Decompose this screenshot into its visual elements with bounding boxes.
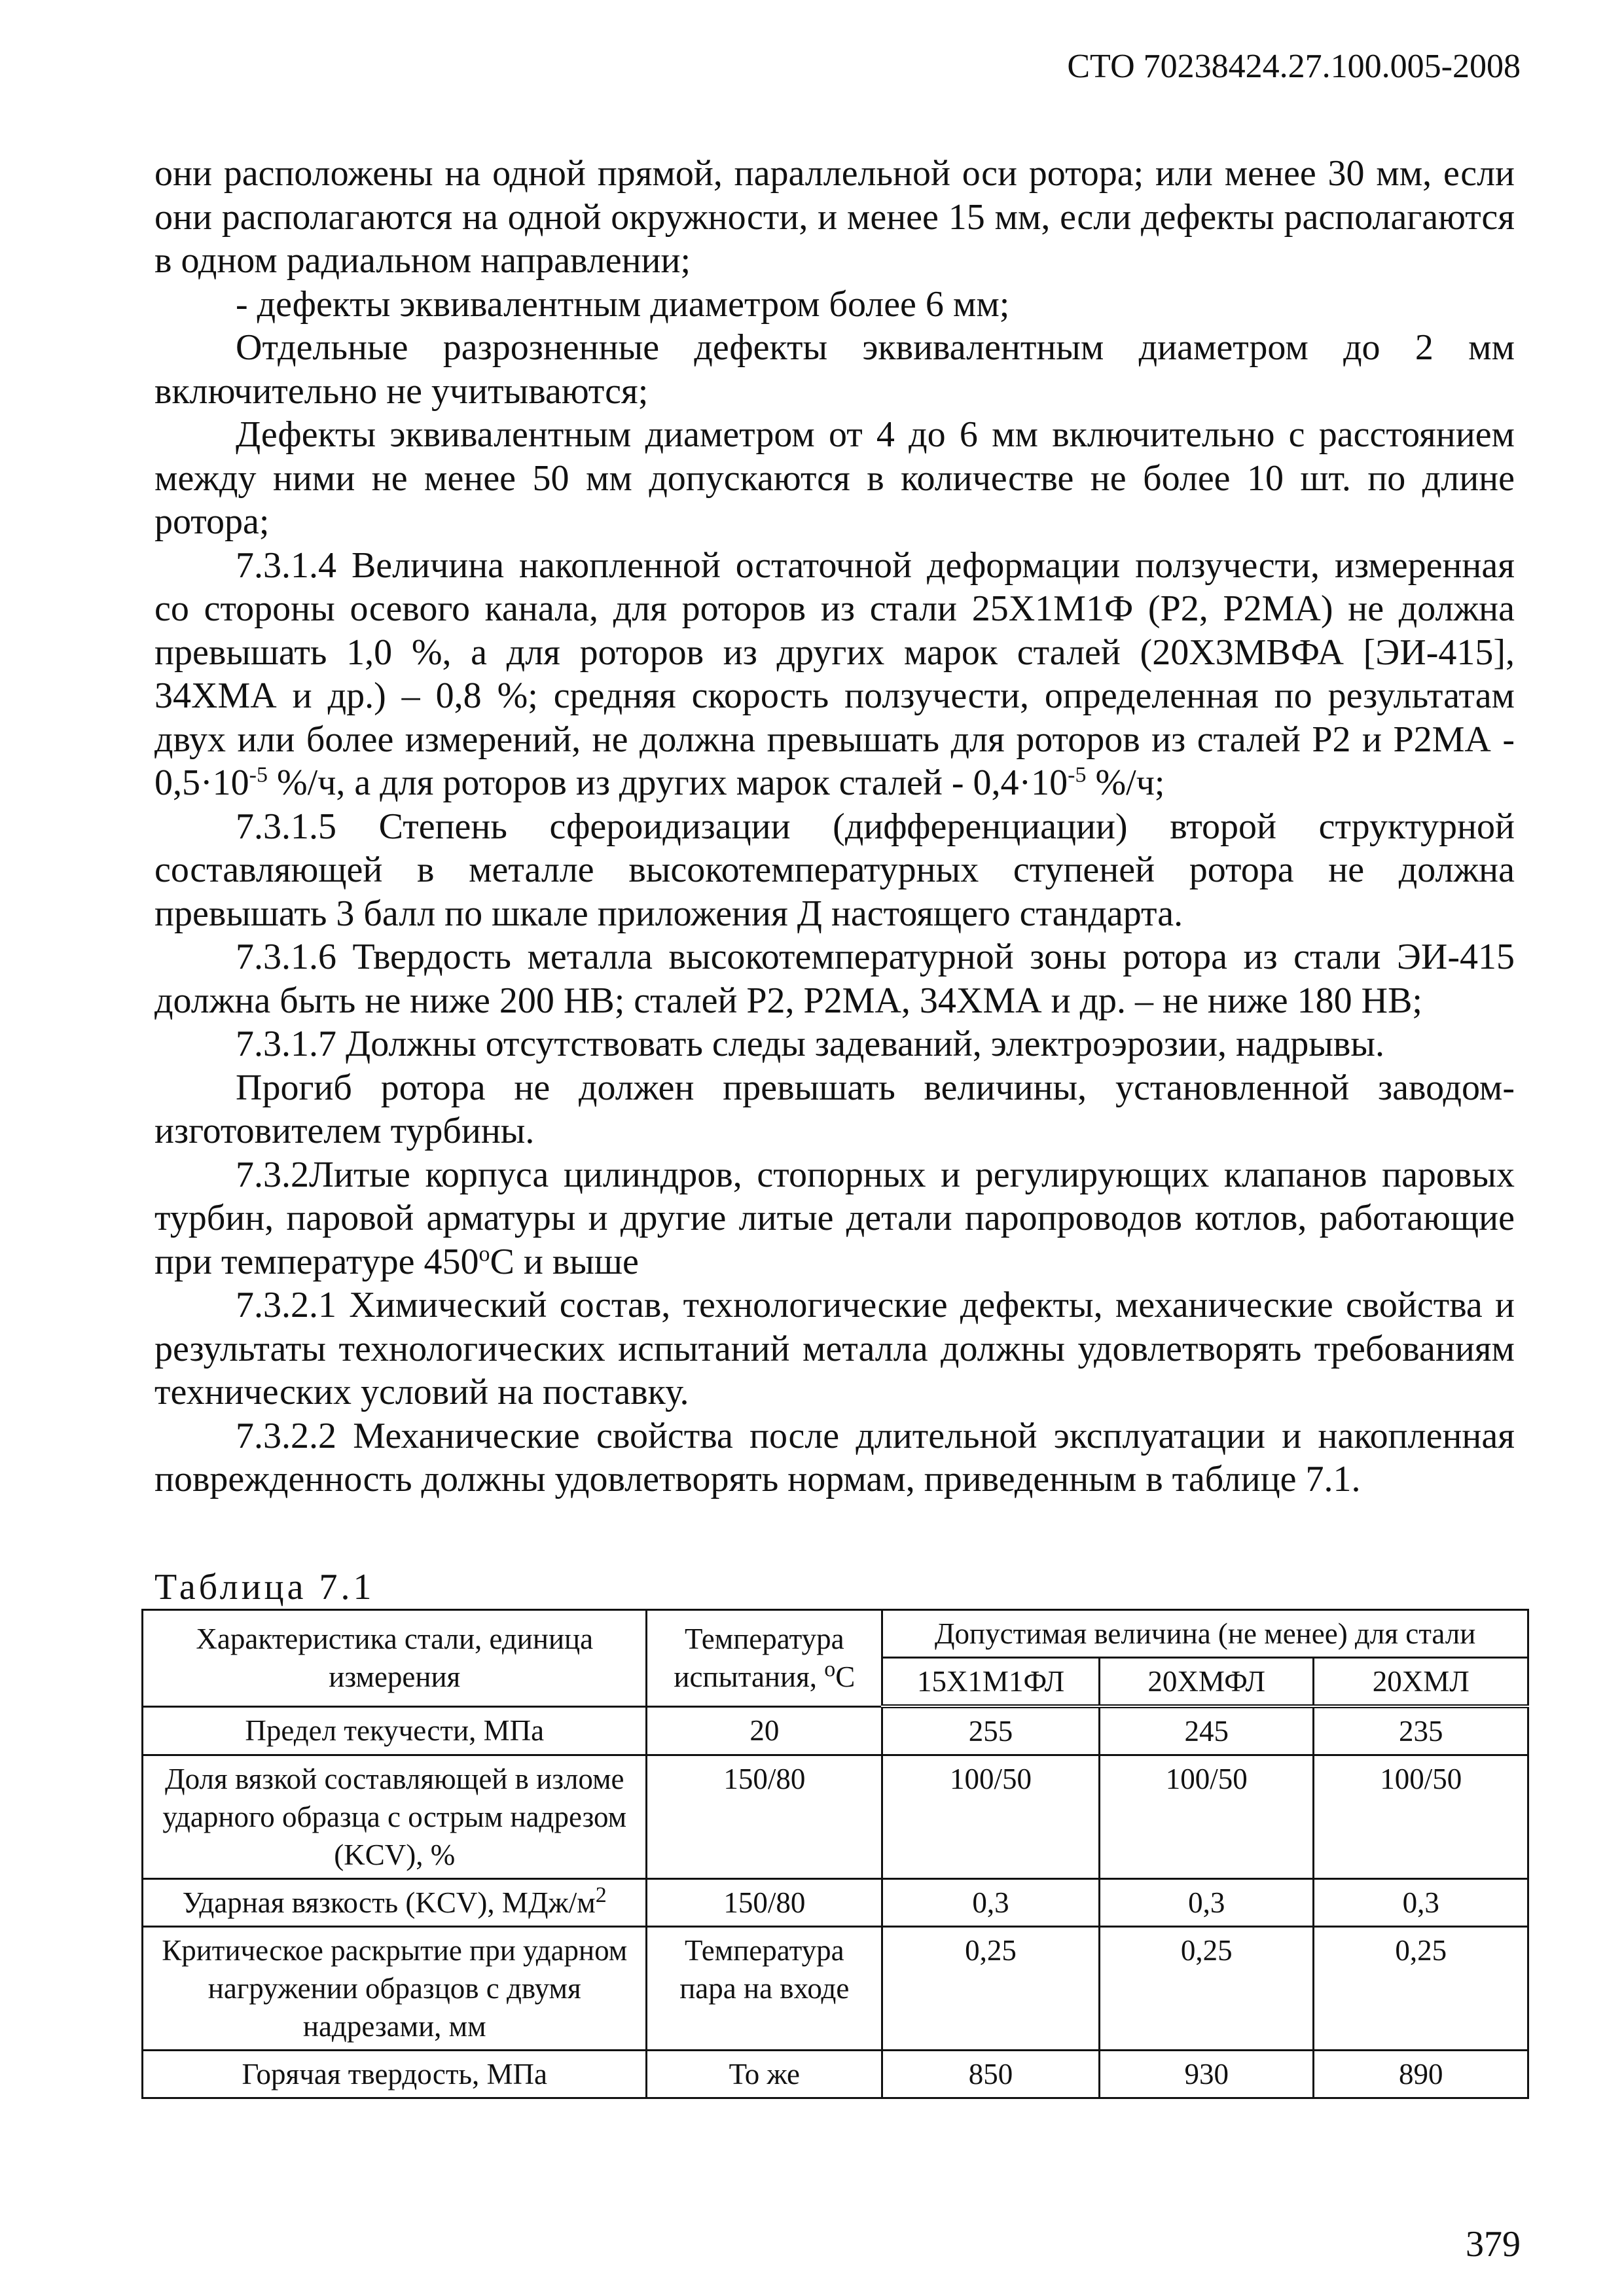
degree-mark: о bbox=[478, 1241, 490, 1266]
cell-value: 235 bbox=[1314, 1706, 1528, 1755]
paragraph-7-3-2 bbox=[154, 1153, 1515, 1284]
cell-value: 890 bbox=[1314, 2051, 1528, 2098]
page-number: 379 bbox=[1466, 2224, 1521, 2265]
cell-value: 930 bbox=[1099, 2051, 1314, 2098]
header-steel-20hml: 20ХМЛ bbox=[1314, 1658, 1528, 1707]
paragraph: 7.3.2.2 Механические свойства после длительной эксплуатации и накопленная поврежденность должны удовлетворять нормам, приведенным в таблице 7.1. bbox=[154, 1415, 1515, 1499]
paragraph: Дефекты эквивалентным диаметром от 4 до 6 мм включительно с расстоянием между ними не менее 50 мм допускаются в количестве не более 10 шт. по длине ротора; bbox=[154, 414, 1515, 542]
exponent: -5 bbox=[249, 762, 268, 787]
document-code-header: СТО 70238424.27.100.005-2008 bbox=[1067, 48, 1521, 85]
table-row bbox=[143, 1879, 1528, 1927]
cell-temperature: 20 bbox=[647, 1706, 882, 1755]
superscript: 2 bbox=[595, 1883, 607, 1907]
table-row bbox=[143, 2051, 1528, 2098]
paragraph: 7.3.1.7 Должны отсутствовать следы задеваний, электроэрозии, надрывы. bbox=[236, 1024, 1384, 1064]
cell-value: 0,3 bbox=[1314, 1879, 1528, 1927]
cell-temperature: 150/80 bbox=[647, 1755, 882, 1879]
degree-mark: о bbox=[824, 1657, 836, 1682]
cell-value: 0,25 bbox=[1099, 1927, 1314, 2051]
paragraph: 7.3.2.1 Химический состав, технологические дефекты, механические свойства и результаты технологических испытаний металла должны удовлетворять требованиям технических условий на поставку. bbox=[154, 1285, 1515, 1412]
paragraph: 7.3.1.6 Твердость металла высокотемпературной зоны ротора из стали ЭИ-415 должна быть не ниже 200 НВ; сталей Р2, Р2МА, 34ХМА и др. – не ниже 180 НВ; bbox=[154, 937, 1515, 1021]
cell-characteristic: Ударная вязкость (KCV), МДж/$м^2$ bbox=[143, 1879, 647, 1927]
cell-temperature: То же bbox=[647, 2051, 882, 2098]
paragraph: они расположены на одной прямой, параллельной оси ротора; или менее 30 мм, если они располагаются на одной окружности, и менее 15 мм, если дефекты располагаются в одном радиальном направлении; bbox=[154, 153, 1515, 281]
paragraph: Отдельные разрозненные дефекты эквивалентным диаметром до 2 мм включительно не учитываются; bbox=[154, 327, 1515, 412]
header-steel-15h1m1fl: 15Х1М1ФЛ bbox=[882, 1658, 1100, 1707]
cell-temperature: 150/80 bbox=[647, 1879, 882, 1927]
cell-value: 0,3 bbox=[882, 1879, 1100, 1927]
cell-value: 255 bbox=[882, 1706, 1100, 1755]
table-header-row bbox=[143, 1610, 1528, 1658]
paragraph-text: С и выше bbox=[490, 1241, 639, 1282]
paragraph-7-3-1-4 bbox=[154, 544, 1515, 805]
steel-properties-table bbox=[141, 1609, 1529, 2099]
table-row bbox=[143, 1927, 1528, 2051]
paragraph: - дефекты эквивалентным диаметром более 6 мм; bbox=[236, 283, 1010, 325]
table-row bbox=[143, 1706, 1528, 1755]
table-row bbox=[143, 1755, 1528, 1879]
header-allowed-value: Допустимая величина (не менее) для стали bbox=[882, 1610, 1528, 1658]
cell-value: 850 bbox=[882, 2051, 1100, 2098]
cell-value: 0,3 bbox=[1099, 1879, 1314, 1927]
header-test-temperature: Температура испытания, $^о$С bbox=[647, 1610, 882, 1707]
cell-characteristic: Критическое раскрытие при ударном нагружении образцов с двумя надрезами, мм bbox=[143, 1927, 647, 2051]
cell-characteristic: Доля вязкой составляющей в изломе ударного образца с острым надрезом (KCV), % bbox=[143, 1755, 647, 1879]
header-characteristic: Характеристика стали, единица измерения bbox=[143, 1610, 647, 1707]
paragraph: 7.3.1.5 Степень сфероидизации (дифференциации) второй структурной составляющей в металле высокотемпературных ступеней ротора не должна превышать 3 балл по шкале приложения Д настоящего стандарта. bbox=[154, 806, 1515, 934]
table-caption: Таблица 7.1 bbox=[154, 1567, 375, 1607]
cell-value: 245 bbox=[1099, 1706, 1314, 1755]
paragraph-text: 7.3.2Литые корпуса цилиндров, стопорных и регулирующих клапанов паровых турбин, паровой арматуры и другие литые детали паропроводов котлов, работающие при температуре 450 bbox=[154, 1154, 1515, 1282]
cell-characteristic: Предел текучести, МПа bbox=[143, 1706, 647, 1755]
header-steel-20hmfl: 20ХМФЛ bbox=[1099, 1658, 1314, 1707]
cell-characteristic: Горячая твердость, МПа bbox=[143, 2051, 647, 2098]
cell-value: 100/50 bbox=[1314, 1755, 1528, 1879]
body-text bbox=[154, 152, 1515, 1501]
cell-value: 100/50 bbox=[1099, 1755, 1314, 1879]
cell-value: 0,25 bbox=[1314, 1927, 1528, 2051]
cell-temperature: Температура пара на входе bbox=[647, 1927, 882, 2051]
paragraph-text: %/ч; bbox=[1086, 762, 1165, 803]
cell-value: 0,25 bbox=[882, 1927, 1100, 2051]
paragraph: Прогиб ротора не должен превышать величины, установленной заводом-изготовителем турбины. bbox=[154, 1067, 1515, 1151]
cell-value: 100/50 bbox=[882, 1755, 1100, 1879]
paragraph-text: %/ч, а для роторов из других марок сталей - 0,4·10 bbox=[267, 762, 1068, 803]
exponent: -5 bbox=[1068, 762, 1087, 787]
paragraph-text: 7.3.1.4 Величина накопленной остаточной деформации ползучести, измеренная со стороны осевого канала, для роторов из стали 25Х1М1Ф (Р2, Р2МА) не должна превышать 1,0 %, а для роторов из других марок сталей (20Х3МВФА [ЭИ-415], 34ХМА и др.) – 0,8 %; средняя скорость ползучести, определенная по результатам двух или более измерений, не должна превышать для роторов из сталей Р2 и Р2МА - 0,5·10 bbox=[154, 545, 1515, 803]
